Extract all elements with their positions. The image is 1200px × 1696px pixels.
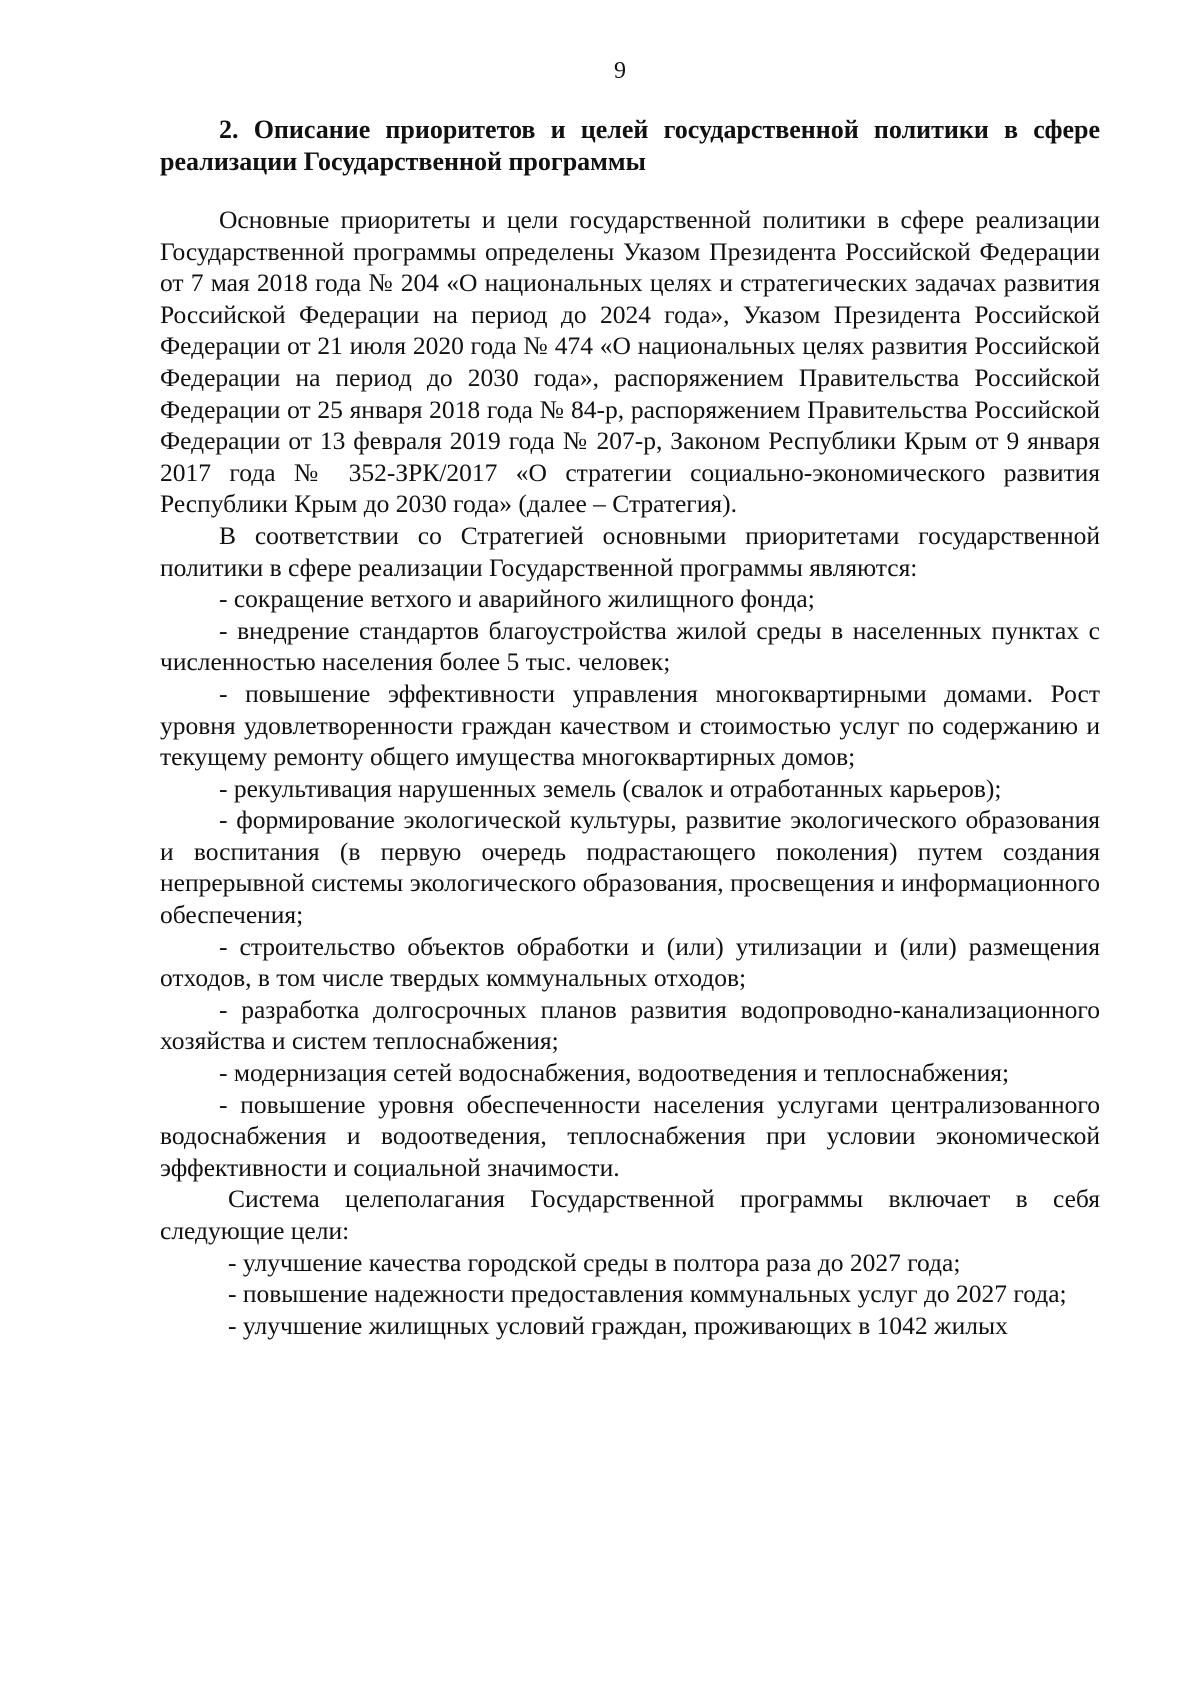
section-heading: 2. Описание приоритетов и целей государственной политики в сфере реализации Государственной программы (160, 115, 1100, 176)
document-body (160, 114, 1100, 1341)
list-item: - модернизация сетей водоснабжения, водоотведения и теплоснабжения; (219, 1058, 1010, 1088)
page-number: 9 (614, 58, 626, 84)
list-item: - повышение эффективности управления многоквартирными домами. Рост уровня удовлетворенности граждан качеством и стоимостью услуг по содержанию и текущему ремонту общего имущества многоквартирных домов; (160, 678, 1100, 772)
list-item: - улучшение жилищных условий граждан, проживающих в 1042 жилых (228, 1310, 1008, 1340)
list-item: - сокращение ветхого и аварийного жилищного фонда; (219, 584, 815, 614)
list-item: - формирование экологической культуры, развитие экологического образования и воспитания (в первую очередь подрастающего поколения) путем создания непрерывной системы экологического образования, просвещения и информационного обеспечения; (160, 805, 1100, 930)
paragraph-priorities-intro: В соответствии со Стратегией основными приоритетами государственной политики в сфере реализации Государственной программы являются: (160, 520, 1100, 582)
list-item: - рекультивация нарушенных земель (свалок и отработанных карьеров); (219, 773, 1002, 803)
list-item: - разработка долгосрочных планов развития водопроводно-канализационного хозяйства и систем теплоснабжения; (160, 994, 1100, 1056)
list-item: - повышение уровня обеспеченности населения услугами централизованного водоснабжения и водоотведения, теплоснабжения при условии экономической эффективности и социальной значимости. (160, 1089, 1100, 1182)
list-item: - внедрение стандартов благоустройства жилой среды в населенных пунктах с численностью населения более 5 тыс. человек; (160, 615, 1100, 677)
list-item: - строительство объектов обработки и (или) утилизации и (или) размещения отходов, в том числе твердых коммунальных отходов; (160, 931, 1100, 993)
paragraph-intro: Основные приоритеты и цели государственной политики в сфере реализации Государственной программы определены Указом Президента Российской Федерации от 7 мая 2018 года № 204 «О национальных целях и стратегических задачах развития Российской Федерации на период до 2024 года», Указом Президента Российской Федерации от 21 июля 2020 года № 474 «О национальных целях развития Российской Федерации на период до 2030 года», распоряжением Правительства Российской Федерации от 25 января 2018 года № 84-р, распоряжением Правительства Российской Федерации от 13 февраля 2019 года № 207-р, Законом Республики Крым от 9 января 2017 года № 352-ЗРК/2017 «О стратегии социально-экономического развития Республики Крым до 2030 года» (далее – Стратегия). (160, 205, 1100, 519)
paragraph-goals-intro: Система целеполагания Государственной программы включает в себя следующие цели: (160, 1184, 1100, 1245)
list-item: - повышение надежности предоставления коммунальных услуг до 2027 года; (228, 1279, 1067, 1309)
list-item: - улучшение качества городской среды в полтора раза до 2027 года; (228, 1247, 961, 1277)
